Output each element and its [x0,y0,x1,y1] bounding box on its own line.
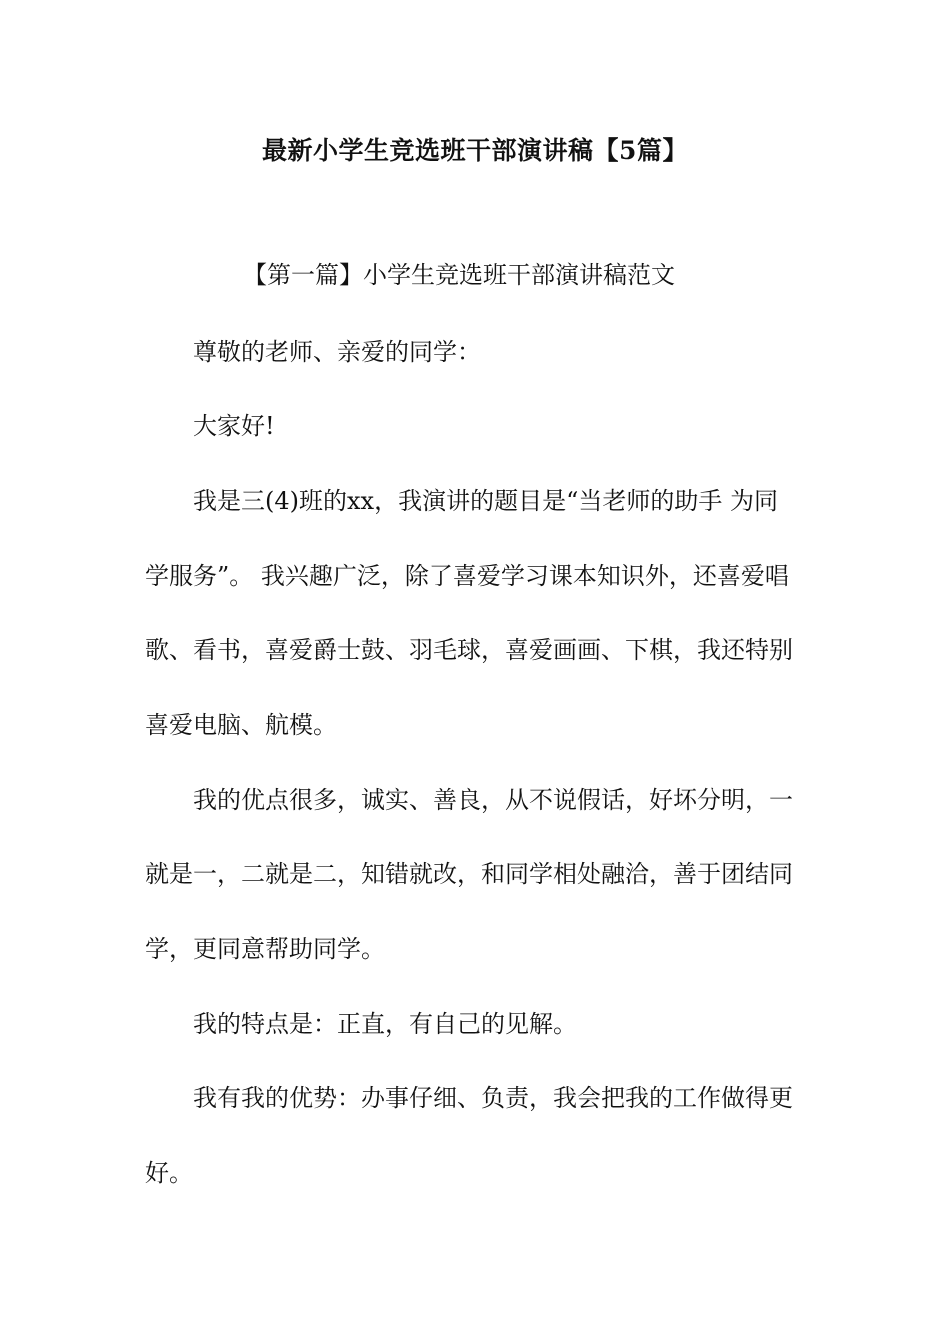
paragraph-2-line-1: 我的优点很多，诚实、善良，从不说假话，好坏分明，一 [193,786,793,814]
paragraph-3-line-1: 我的特点是：正直，有自己的见解。 [193,1010,577,1038]
paragraph-1-line-1: 我是三(4)班的xx，我演讲的题目是“当老师的助手 为同 [193,487,778,515]
paragraph-4-line-2: 好。 [145,1159,193,1187]
section-heading: 【第一篇】小学生竞选班干部演讲稿范文 [243,261,675,289]
paragraph-1-line-4: 喜爱电脑、航模。 [145,711,337,739]
paragraph-2-line-2: 就是一，二就是二，知错就改，和同学相处融洽，善于团结同 [145,860,793,888]
greeting: 大家好! [193,412,275,440]
paragraph-2-line-3: 学，更同意帮助同学。 [145,935,385,963]
paragraph-1-line-3: 歌、看书，喜爱爵士鼓、羽毛球，喜爱画画、下棋，我还特别 [145,636,793,664]
document-title: 最新小学生竞选班干部演讲稿【5篇】 [262,136,688,165]
paragraph-1-line-2: 学服务”。 我兴趣广泛，除了喜爱学习课本知识外，还喜爱唱 [145,562,789,590]
paragraph-4-line-1: 我有我的优势：办事仔细、负责，我会把我的工作做得更 [193,1084,793,1112]
salutation: 尊敬的老师、亲爱的同学： [193,338,481,366]
